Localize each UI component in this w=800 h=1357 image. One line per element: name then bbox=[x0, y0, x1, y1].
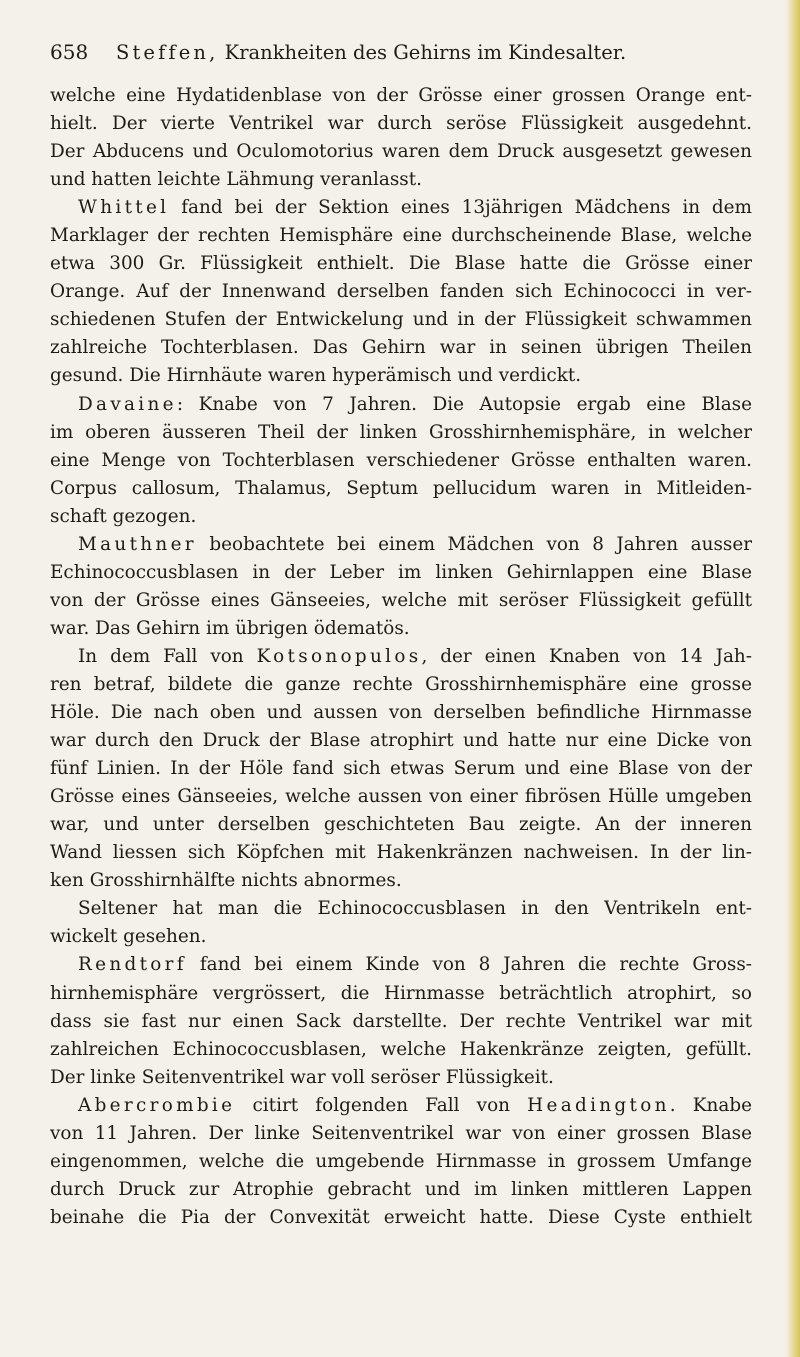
text-line bbox=[50, 671, 752, 699]
line-text: von der Grösse eines Gänseeies, welche mit seröser Flüssigkeit gefüllt bbox=[50, 589, 752, 611]
text-line bbox=[50, 951, 752, 979]
line-text: Der Abducens und Oculomotorius waren dem Druck ausgesetzt gewesen bbox=[50, 141, 752, 163]
text-line bbox=[50, 110, 752, 138]
line-text: ken Grosshirnhälfte nichts abnormes. bbox=[50, 870, 402, 892]
line-text: citirt folgenden Fall von bbox=[235, 1094, 528, 1116]
text-line bbox=[50, 1204, 752, 1232]
text-line bbox=[50, 559, 752, 587]
line-text: war durch den Druck der Blase atrophirt und hatte nur eine Dicke von bbox=[50, 730, 752, 752]
text-line bbox=[50, 531, 752, 559]
running-head-title: Krankheiten des Gehirns im Kindesalter. bbox=[218, 41, 627, 64]
text-line bbox=[50, 503, 752, 531]
text-line bbox=[50, 475, 752, 503]
text-line bbox=[50, 138, 752, 166]
line-text: Echinococcusblasen in der Leber im linken Gehirnlappen eine Blase bbox=[50, 561, 752, 583]
line-text: war. Das Gehirn im übrigen ödematös. bbox=[50, 617, 410, 639]
author-name: Headington bbox=[527, 1094, 670, 1116]
text-line bbox=[50, 1092, 752, 1120]
text-line bbox=[50, 166, 752, 194]
line-text: schaft gezogen. bbox=[50, 505, 197, 527]
line-text: , der einen Knaben von 14 Jah- bbox=[421, 645, 752, 667]
text-line bbox=[50, 980, 752, 1008]
line-text: beinahe die Pia der Convexität erweicht hatte. Diese Cyste enthielt bbox=[50, 1206, 752, 1228]
text-line bbox=[50, 727, 752, 755]
line-text: fand bei einem Kinde von 8 Jahren die rechte Gross- bbox=[186, 954, 752, 976]
line-text: im oberen äusseren Theil der linken Grosshirnhemisphäre, in welcher bbox=[50, 421, 752, 443]
line-text: fand bei der Sektion eines 13jährigen Mädchens in dem bbox=[169, 197, 752, 219]
line-text: fünf Linien. In der Höle fand sich etwas Serum und eine Blase von der bbox=[50, 758, 752, 780]
text-line bbox=[50, 447, 752, 475]
line-text: Orange. Auf der Innenwand derselben fanden sich Echinococci in ver- bbox=[50, 281, 752, 303]
text-line bbox=[50, 867, 752, 895]
page-number: 658 bbox=[50, 40, 89, 64]
text-line bbox=[50, 615, 752, 643]
line-text: durch Druck zur Atrophie gebracht und im linken mittleren Lappen bbox=[50, 1178, 752, 1200]
line-text: Marklager der rechten Hemisphäre eine durchscheinende Blase, welche bbox=[50, 225, 752, 247]
line-text: eine Menge von Tochterblasen verschiedener Grösse enthalten waren. bbox=[50, 449, 752, 471]
text-line bbox=[50, 755, 752, 783]
text-line bbox=[50, 923, 752, 951]
text-line bbox=[50, 306, 752, 334]
author-name: Mauthner bbox=[78, 533, 197, 555]
line-text: Der linke Seitenventrikel war voll seröser Flüssigkeit. bbox=[50, 1066, 554, 1088]
text-line bbox=[50, 783, 752, 811]
text-line bbox=[50, 250, 752, 278]
line-text: gesund. Die Hirnhäute waren hyperämisch und verdickt. bbox=[50, 365, 582, 387]
text-line bbox=[50, 194, 752, 222]
line-text: welche eine Hydatidenblase von der Grösse einer grossen Orange ent- bbox=[50, 85, 752, 106]
author-name: Abercrombie bbox=[78, 1094, 236, 1116]
line-text: Grösse eines Gänseeies, welche aussen von einer fibrösen Hülle umgeben bbox=[50, 786, 752, 808]
page-edge-stain bbox=[786, 0, 800, 1357]
line-text: : Knabe von 7 Jahren. Die Autopsie ergab eine Blase bbox=[176, 393, 752, 415]
text-line bbox=[50, 895, 752, 923]
text-line bbox=[50, 278, 752, 306]
text-line bbox=[50, 811, 752, 839]
line-text: eingenommen, welche die umgebende Hirnmasse in grossem Umfange bbox=[50, 1150, 752, 1172]
author-name: Whittel bbox=[78, 197, 170, 219]
text-line bbox=[50, 1064, 752, 1092]
text-line bbox=[50, 334, 752, 362]
text-line bbox=[50, 1120, 752, 1148]
line-text: hirnhemisphäre vergrössert, die Hirnmasse beträchtlich atrophirt, so bbox=[50, 982, 752, 1004]
page-header bbox=[50, 40, 752, 76]
line-text: Seltener hat man die Echinococcusblasen in den Ventrikeln ent- bbox=[78, 898, 752, 920]
line-text: ren betraf, bildete die ganze rechte Grosshirnhemisphäre eine grosse bbox=[50, 673, 752, 695]
running-head bbox=[116, 41, 626, 64]
text-line bbox=[50, 419, 752, 447]
line-text: und hatten leichte Lähmung veranlasst. bbox=[50, 169, 422, 191]
author-name: Rendtorf bbox=[78, 954, 187, 976]
text-line bbox=[50, 1148, 752, 1176]
text-line bbox=[50, 391, 752, 419]
text-line bbox=[50, 699, 752, 727]
text-line bbox=[50, 1036, 752, 1064]
text-line bbox=[50, 1176, 752, 1204]
line-text: Corpus callosum, Thalamus, Septum pellucidum waren in Mitleiden- bbox=[50, 477, 752, 499]
line-text: wickelt gesehen. bbox=[50, 926, 207, 948]
line-text: In dem Fall von bbox=[78, 645, 257, 667]
text-line bbox=[50, 82, 752, 110]
line-text: Höle. Die nach oben und aussen von derselben befindliche Hirnmasse bbox=[50, 702, 752, 724]
line-text: dass sie fast nur einen Sack darstellte. Der rechte Ventrikel war mit bbox=[50, 1010, 752, 1032]
body-text bbox=[50, 82, 752, 1232]
line-text: schiedenen Stufen der Entwickelung und in der Flüssigkeit schwammen bbox=[50, 309, 752, 331]
text-line bbox=[50, 643, 752, 671]
text-line bbox=[50, 839, 752, 867]
text-line bbox=[50, 1008, 752, 1036]
line-text: war, und unter derselben geschichteten Bau zeigte. An der inneren bbox=[50, 814, 752, 836]
text-line bbox=[50, 222, 752, 250]
line-text: hielt. Der vierte Ventrikel war durch seröse Flüssigkeit ausgedehnt. bbox=[50, 113, 752, 135]
author-name: Davaine bbox=[78, 393, 177, 415]
line-text: zahlreichen Echinococcusblasen, welche Hakenkränze zeigten, gefüllt. bbox=[50, 1038, 752, 1060]
line-text: beobachtete bei einem Mädchen von 8 Jahren ausser bbox=[196, 533, 752, 555]
line-text: . Knabe bbox=[669, 1094, 752, 1116]
line-text: etwa 300 Gr. Flüssigkeit enthielt. Die Blase hatte die Grösse einer bbox=[50, 253, 752, 275]
text-line bbox=[50, 587, 752, 615]
line-text: von 11 Jahren. Der linke Seitenventrikel war von einer grossen Blase bbox=[50, 1122, 752, 1144]
line-text: zahlreiche Tochterblasen. Das Gehirn war in seinen übrigen Theilen bbox=[50, 337, 752, 359]
author-name: Kotsonopulos bbox=[256, 645, 422, 667]
running-head-author: Steffen, bbox=[116, 41, 219, 64]
line-text: Wand liessen sich Köpfchen mit Hakenkränzen nachweisen. In der lin- bbox=[50, 842, 752, 864]
text-line bbox=[50, 362, 752, 390]
